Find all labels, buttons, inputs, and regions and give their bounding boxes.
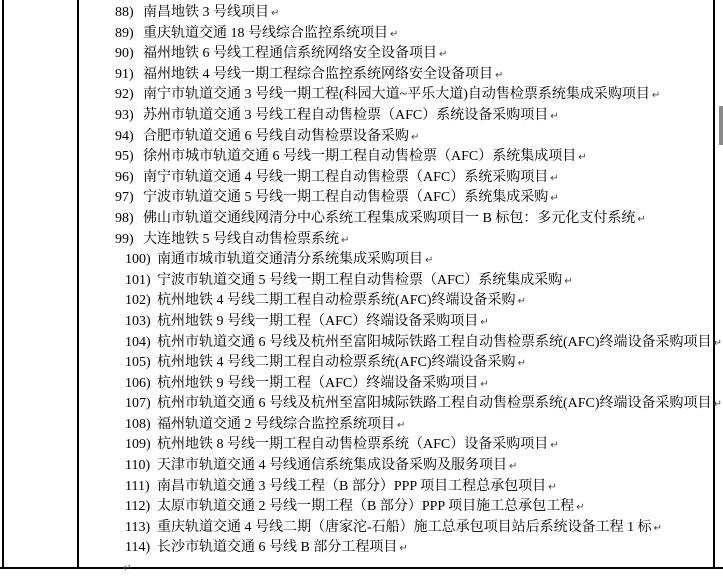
list-item-number: 89) (115, 25, 134, 41)
list-item-number: 114) (125, 540, 151, 556)
list-item-number: 103) (125, 313, 151, 329)
paragraph-mark-icon: ↵ (548, 481, 557, 493)
paragraph-mark-icon: ↵ (411, 131, 420, 143)
list-item-number: 105) (125, 355, 151, 371)
list-item-number: 104) (125, 334, 151, 350)
list-item-number: 96) (115, 169, 134, 185)
paragraph-mark-icon: ↵ (390, 28, 399, 40)
list-item-text: 杭州市轨道交通 6 号线及杭州至富阳城际铁路工程自动售检票系统(AFC)终端设备采购项目 (157, 396, 712, 412)
paragraph-mark-icon: ↵ (550, 172, 559, 184)
list-item-text: 大连地铁 5 号线自动售检票系统 (143, 231, 339, 247)
list-item (0, 250, 712, 271)
table-border-right (713, 0, 715, 568)
list-item (0, 85, 712, 106)
list-item-number: 88) (115, 5, 134, 20)
list-item (0, 394, 722, 415)
list-item-number: 99) (115, 231, 134, 247)
paragraph-mark-icon: ↵ (480, 316, 489, 328)
paragraph-mark-icon: ↵ (576, 502, 585, 514)
list-item-text: 佛山市轨道交通线网清分中心系统工程集成采购项目一 B 标包：多元化支付系统 (143, 210, 636, 226)
list-item-number: 93) (115, 107, 134, 123)
list-item-text: 天津市轨道交通 4 号线通信系统集成设备采购及服务项目 (157, 458, 507, 474)
list-item-number: 108) (125, 416, 151, 432)
list-item-text: 南昌地铁 3 号线项目 (143, 5, 269, 20)
paragraph-mark-icon: ↵ (550, 110, 559, 122)
list-item (0, 209, 712, 230)
table-cell-content (0, 3, 722, 580)
paragraph-mark-icon: ↵ (564, 275, 573, 287)
list-item-text: 合肥市轨道交通 6 号线自动售检票设备采购 (143, 128, 409, 144)
list-item (0, 271, 712, 292)
paragraph-mark-icon: ↵ (550, 193, 559, 205)
list-item (0, 415, 712, 436)
list-item (0, 24, 712, 45)
list-item-number: 97) (115, 190, 134, 206)
list-item-text: 南宁市轨道交通 3 号线一期工程(科园大道~平乐大道)自动售检票系统集成采购项目 (143, 87, 650, 103)
list-item-number: 109) (125, 437, 151, 453)
list-item (0, 127, 712, 148)
paragraph-mark-icon: ↵ (425, 255, 434, 267)
paragraph-mark-icon: ↵ (517, 358, 526, 370)
list-item (0, 3, 712, 24)
list-item-number: 102) (125, 293, 151, 309)
paragraph-mark-icon: ↵ (651, 90, 661, 102)
list-item (0, 456, 712, 477)
paragraph-mark-icon: ↵ (399, 543, 408, 555)
paragraph-mark-icon: ↵ (495, 69, 504, 81)
paragraph-mark-icon: ↵ (397, 419, 406, 431)
list-item (0, 374, 712, 395)
list-item (0, 147, 712, 168)
paragraph-mark-icon: ↵ (480, 378, 489, 390)
list-item (0, 44, 712, 65)
paragraph-mark-icon: ↵ (271, 8, 280, 19)
list-item-text: 重庆轨道交通 4 号线二期（唐家沱-石船）施工总承包项目站后系统设备工程 1 标 (157, 519, 652, 535)
list-item-number: 111) (125, 478, 150, 494)
list-item-text: 福州轨道交通 2 号线综合监控系统项目 (157, 416, 395, 432)
paragraph-mark-icon: ↵ (123, 563, 132, 575)
list-item-number: 110) (125, 458, 151, 474)
list-item-number: 94) (115, 128, 134, 144)
paragraph-mark-icon: ↵ (637, 213, 646, 225)
list-item-text: 宁波市轨道交通 5 号线一期工程自动售检票（AFC）系统集成采购 (157, 272, 563, 288)
list-item-number: 91) (115, 66, 134, 82)
list-item-number: 101) (125, 272, 151, 288)
list-item (0, 497, 712, 518)
paragraph-mark-icon: ↵ (509, 461, 518, 473)
list-item-number: 107) (125, 396, 151, 412)
list-item-text: 杭州市轨道交通 6 号线及杭州至富阳城际铁路工程自动售检票系统(AFC)终端设备采购项目 (157, 334, 712, 350)
list-item-number: 106) (125, 375, 151, 391)
list-item-text: 重庆轨道交通 18 号线综合监控系统项目 (143, 25, 388, 41)
list-item (0, 518, 712, 539)
paragraph-mark-icon: ↵ (550, 440, 559, 452)
list-item-number: 98) (115, 210, 134, 226)
list-item-text: 宁波市轨道交通 5 号线一期工程自动售检票（AFC）系统集成采购 (143, 190, 549, 206)
list-item (0, 333, 722, 354)
list-item (0, 106, 712, 127)
list-item (0, 312, 712, 333)
paragraph-mark-icon: ↵ (517, 296, 526, 308)
paragraph-mark-icon: ↵ (439, 49, 448, 61)
list-item-text: 福州地铁 4 号线一期工程综合监控系统网络安全设备项目 (143, 66, 493, 82)
list-item-number: 92) (115, 87, 134, 103)
list-item-text: 徐州市城市轨道交通 6 号线一期工程自动售检票（AFC）系统集成项目 (143, 149, 577, 165)
list-item-text: 太原市轨道交通 2 号线一期工程（B 部分）PPP 项目施工总承包工程 (157, 499, 575, 515)
numbered-list (0, 3, 722, 559)
paragraph-mark-icon: ↵ (341, 234, 350, 246)
list-item (0, 477, 712, 498)
list-item-number: 90) (115, 46, 134, 62)
list-item (0, 538, 712, 559)
list-item (0, 435, 712, 456)
list-item-text: 杭州地铁 9 号线一期工程（AFC）终端设备采购项目 (157, 375, 479, 391)
list-item-text: 长沙市轨道交通 6 号线 B 部分工程项目 (157, 540, 398, 556)
scrollbar-thumb[interactable] (719, 106, 723, 145)
list-item (0, 230, 712, 251)
list-item-text: 南通市城市轨道交通清分系统集成采购项目 (157, 252, 423, 268)
paragraph-mark-icon: ↵ (713, 399, 722, 411)
list-item-text: 杭州地铁 4 号线二期工程自动检票系统(AFC)终端设备采购 (157, 293, 516, 309)
list-item-number: 112) (125, 499, 151, 515)
paragraph-mark-icon: ↵ (578, 152, 587, 164)
paragraph-mark-icon: ↵ (653, 522, 663, 534)
paragraph-mark-icon: ↵ (713, 337, 722, 349)
list-item (0, 291, 712, 312)
list-item (0, 188, 712, 209)
list-item-text: 南昌市轨道交通 3 号线工程（B 部分）PPP 项目工程总承包项目 (157, 478, 547, 494)
list-item (0, 353, 712, 374)
list-item-text: 福州地铁 6 号线工程通信系统网络安全设备项目 (143, 46, 437, 62)
empty-paragraph-line (0, 559, 712, 580)
list-item (0, 65, 712, 86)
list-item (0, 168, 712, 189)
list-item-text: 南宁市轨道交通 4 号线一期工程自动售检票（AFC）系统采购项目 (143, 169, 549, 185)
list-item-text: 杭州地铁 8 号线一期工程自动售检票系统（AFC）设备采购项目 (157, 437, 549, 453)
list-item-text: 杭州地铁 9 号线一期工程（AFC）终端设备采购项目 (157, 313, 479, 329)
list-item-text: 杭州地铁 4 号线二期工程自动检票系统(AFC)终端设备采购 (157, 355, 516, 371)
list-item-number: 113) (125, 519, 151, 535)
list-item-text: 苏州市轨道交通 3 号线工程自动售检票（AFC）系统设备采购项目 (143, 107, 549, 123)
list-item-number: 95) (115, 149, 134, 165)
list-item-number: 100) (125, 252, 151, 268)
